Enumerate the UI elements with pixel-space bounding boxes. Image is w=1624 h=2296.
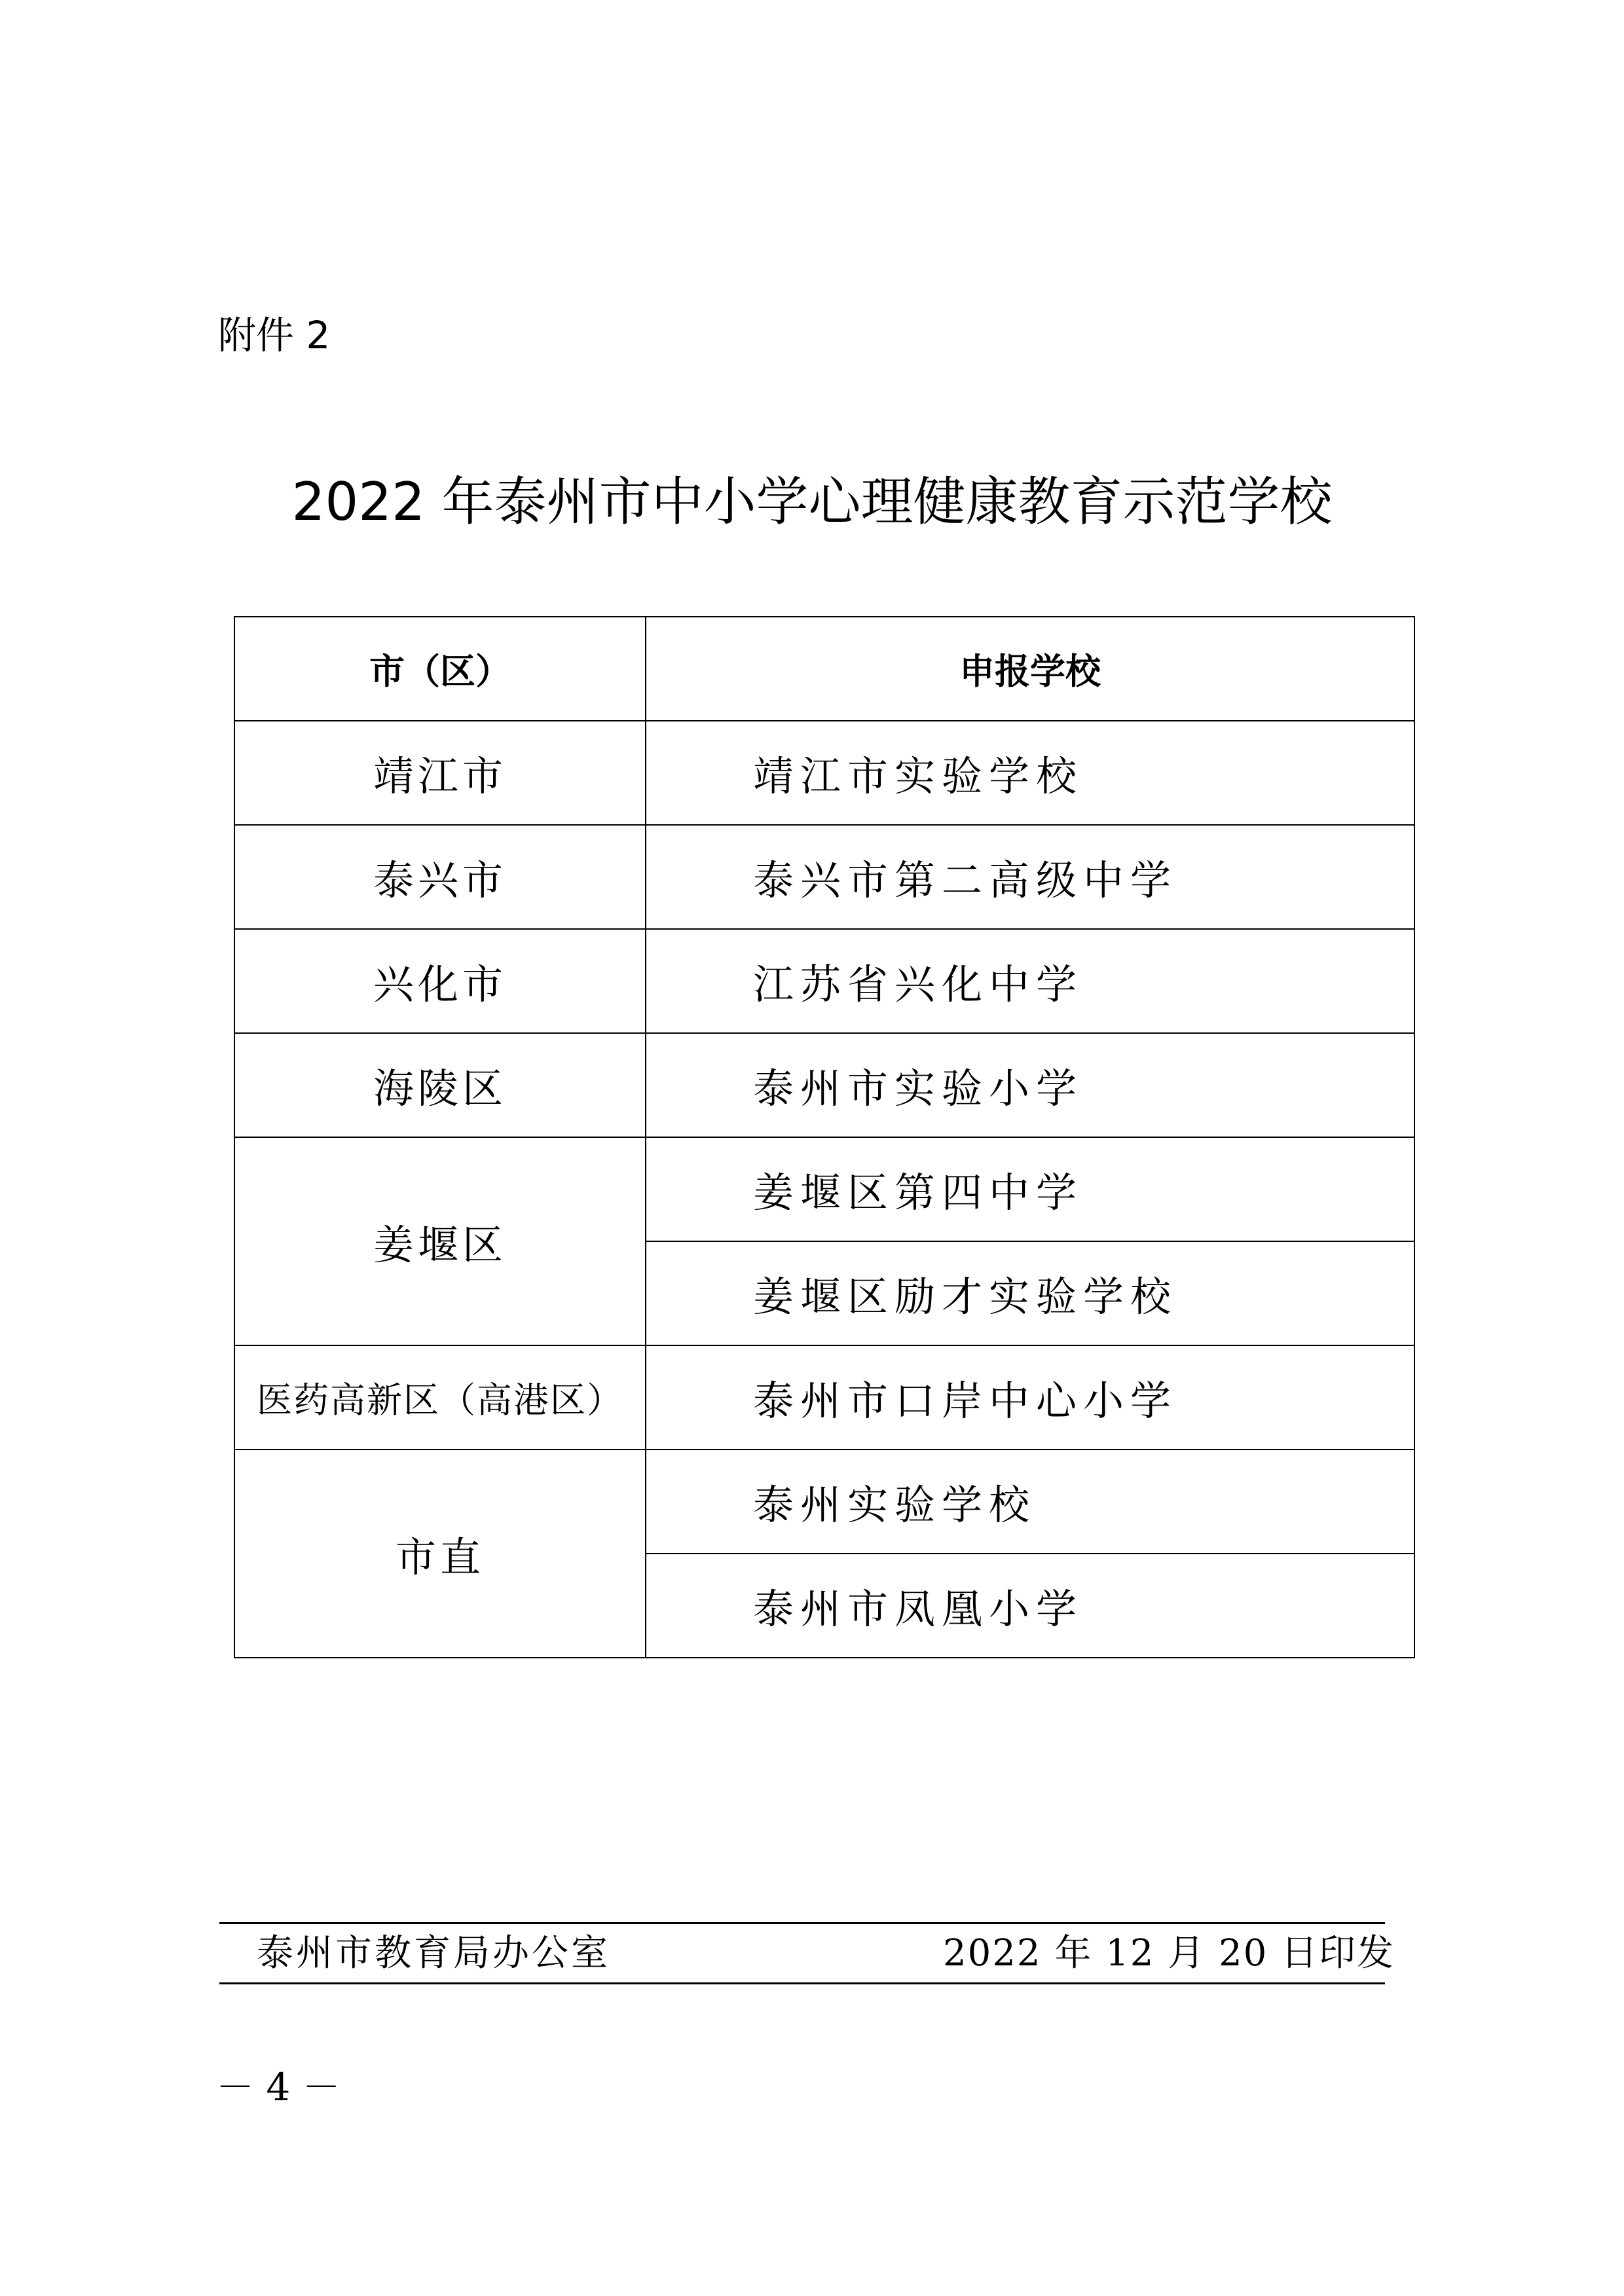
- district-cell: 姜堰区: [234, 1137, 646, 1345]
- school-cell: 泰兴市第二高级中学: [646, 825, 1414, 929]
- schools-table: [234, 616, 1415, 1658]
- footer-top-rule: [219, 1922, 1385, 1924]
- header-district: 市（区）: [234, 617, 646, 721]
- district-cell: 泰兴市: [234, 825, 646, 929]
- district-cell: 医药高新区（高港区）: [234, 1345, 646, 1449]
- page-number: － 4 －: [216, 2065, 341, 2109]
- footer-date: 2022 年 12 月 20 日印发: [943, 1932, 1395, 1975]
- table-row: [234, 1033, 1414, 1137]
- footer-bottom-rule: [219, 1982, 1385, 1984]
- table-row: [234, 1449, 1414, 1554]
- table-row: [234, 1345, 1414, 1449]
- school-cell: 姜堰区第四中学: [646, 1137, 1414, 1241]
- school-cell: 泰州市口岸中心小学: [646, 1345, 1414, 1449]
- school-cell: 江苏省兴化中学: [646, 929, 1414, 1033]
- document-title: 2022 年泰州市中小学心理健康教育示范学校: [291, 471, 1333, 532]
- district-cell: 海陵区: [234, 1033, 646, 1137]
- table-row: [234, 721, 1414, 825]
- table-row: [234, 929, 1414, 1033]
- school-cell: 泰州市凤凰小学: [646, 1554, 1414, 1658]
- table-row: [234, 825, 1414, 929]
- school-cell: 姜堰区励才实验学校: [646, 1241, 1414, 1345]
- header-school: 申报学校: [646, 617, 1414, 721]
- district-cell: 市直: [234, 1449, 646, 1658]
- footer-issuer: 泰州市教育局办公室: [257, 1932, 610, 1975]
- school-cell: 泰州实验学校: [646, 1449, 1414, 1554]
- attachment-label: 附件 2: [218, 313, 331, 357]
- school-cell: 泰州市实验小学: [646, 1033, 1414, 1137]
- table-header-row: [234, 617, 1414, 721]
- district-cell: 兴化市: [234, 929, 646, 1033]
- school-cell: 靖江市实验学校: [646, 721, 1414, 825]
- district-cell: 靖江市: [234, 721, 646, 825]
- table-row: [234, 1137, 1414, 1241]
